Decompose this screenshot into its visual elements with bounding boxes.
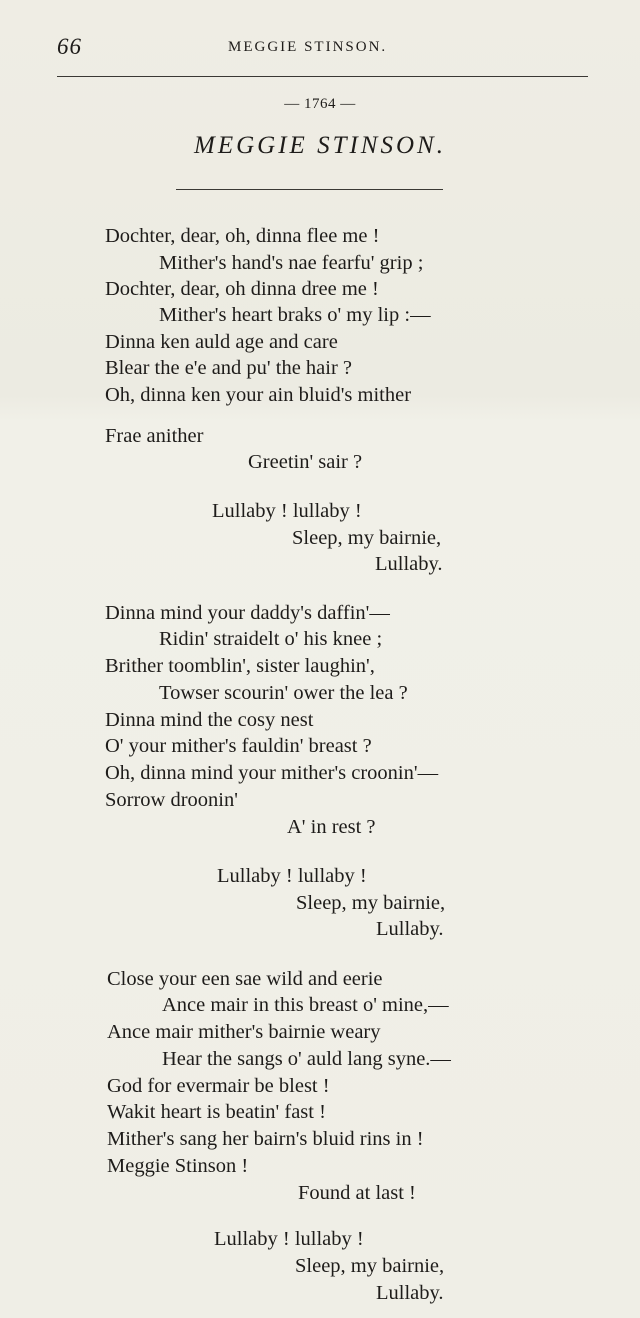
poem-line: Dinna ken auld age and care (105, 331, 338, 353)
poem-line: A' in rest ? (287, 816, 376, 838)
poem-line: Mither's sang her bairn's bluid rins in ! (107, 1128, 424, 1150)
poem-line: Found at last ! (298, 1182, 416, 1204)
refrain-line: Sleep, my bairnie, (295, 1255, 445, 1277)
refrain-line: Lullaby. (376, 918, 444, 940)
poem-line: Dochter, dear, oh dinna dree me ! (105, 278, 379, 300)
poem-line: Sorrow droonin' (105, 789, 238, 811)
poem-line: O' your mither's fauldin' breast ? (105, 735, 372, 757)
poem-line: Blear the e'e and pu' the hair ? (105, 357, 353, 379)
poem-line: Hear the sangs o' auld lang syne.— (162, 1048, 451, 1070)
refrain-line: Lullaby. (376, 1282, 444, 1304)
poem-line: Oh, dinna mind your mither's croonin'— (105, 762, 439, 784)
poem-line: Ance mair mither's bairnie weary (107, 1021, 381, 1043)
page-number: 66 (57, 34, 82, 59)
refrain-line: Lullaby. (375, 553, 443, 575)
poem-line: Meggie Stinson ! (107, 1155, 249, 1177)
poem-line: Dochter, dear, oh, dinna flee me ! (105, 225, 380, 247)
poem-line: Dinna mind your daddy's daffin'— (105, 602, 390, 624)
poem-line: Mither's heart braks o' my lip :— (159, 304, 431, 326)
poem-line: Ridin' straidelt o' his knee ; (159, 628, 383, 650)
refrain-line: Sleep, my bairnie, (296, 892, 446, 914)
poem-line: Towser scourin' ower the lea ? (159, 682, 408, 704)
poem-line: Oh, dinna ken your ain bluid's mither (105, 384, 412, 406)
poem-line: Frae anither (105, 425, 204, 447)
poem-line: Ance mair in this breast o' mine,— (162, 994, 449, 1016)
refrain-line: Sleep, my bairnie, (292, 527, 442, 549)
refrain-line: Lullaby ! lullaby ! (212, 500, 362, 522)
poem-title: MEGGIE STINSON. (194, 132, 446, 159)
poem-line: Greetin' sair ? (248, 451, 363, 473)
running-head: MEGGIE STINSON. (228, 39, 388, 55)
poem-line: Wakit heart is beatin' fast ! (107, 1101, 326, 1123)
page-header (0, 28, 640, 68)
refrain-line: Lullaby ! lullaby ! (217, 865, 367, 887)
title-divider (176, 189, 443, 190)
poem-line: Brither toomblin', sister laughin', (105, 655, 375, 677)
poem-year: — 1764 — (284, 96, 356, 112)
poem-line: Dinna mind the cosy nest (105, 709, 314, 731)
poem-line: Mither's hand's nae fearfu' grip ; (159, 252, 424, 274)
poem-line: God for evermair be blest ! (107, 1075, 330, 1097)
refrain-line: Lullaby ! lullaby ! (214, 1228, 364, 1250)
poem-line: Close your een sae wild and eerie (107, 968, 383, 990)
header-divider (57, 76, 588, 77)
